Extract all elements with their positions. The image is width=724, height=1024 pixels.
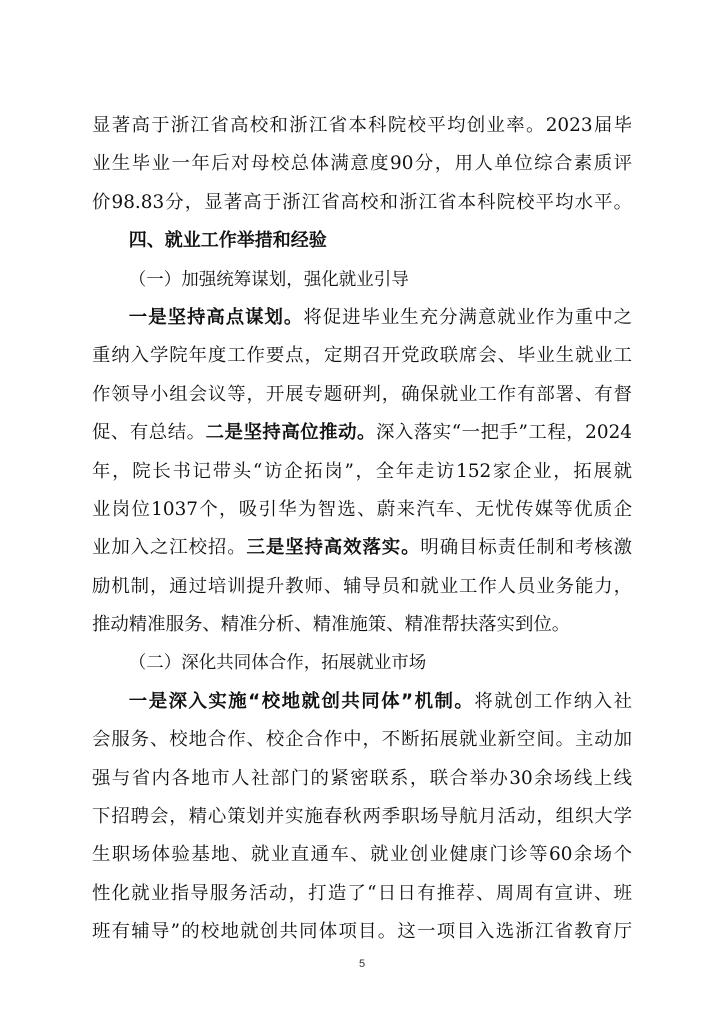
bold-lead: 三是坚持高效落实。	[246, 537, 421, 559]
page-number: 5	[358, 958, 366, 970]
text-line: 价98.83分，显著高于浙江省高校和浙江省本科院校平均水平。	[92, 191, 632, 213]
text-run: 深入落实“一把手”工程，2024	[375, 422, 632, 444]
text-run: 将促进毕业生充分满意就业作为重中之	[303, 306, 632, 328]
paragraph-line: 业岗位1037个，吸引华为智选、蔚来汽车、无忧传媒等优质企	[92, 498, 632, 520]
paragraph-line: 生职场体验基地、就业直通车、就业创业健康门诊等60余场个	[92, 844, 632, 866]
paragraph-line: 班有辅导”的校地就创共同体项目。这一项目入选浙江省教育厅	[92, 921, 632, 943]
text-line: 显著高于浙江省高校和浙江省本科院校平均创业率。2023届毕	[92, 115, 632, 136]
subsection-heading: （一）加强统筹谋划，强化就业引导	[128, 269, 409, 290]
bold-lead: 一是深入实施“校地就创共同体”机制。	[128, 690, 475, 712]
document-body	[92, 107, 632, 952]
text-run: 业加入之江校招。	[92, 537, 247, 559]
paragraph-line	[92, 299, 632, 337]
subsection-heading: （二）深化共同体合作，拓展就业市场	[128, 653, 427, 674]
text-run: 将就创工作纳入社	[474, 690, 632, 712]
paragraph-line: 重纳入学院年度工作要点，定期召开党政联席会、毕业生就业工	[92, 345, 632, 367]
bold-lead: 二是坚持高位推动。	[205, 422, 376, 444]
text-run: 明确目标责任制和考核激	[420, 537, 632, 559]
paragraph-line	[92, 683, 632, 721]
paragraph-line: 推动精准服务、精准分析、精准施策、精准帮扶落实到位。	[92, 614, 571, 636]
paragraph-line: 强与省内各地市人社部门的紧密联系，联合举办30余场线上线	[92, 767, 632, 789]
paragraph-line: 会服务、校地合作、校企合作中，不断拓展就业新空间。主动加	[92, 729, 632, 751]
paragraph-line	[92, 529, 632, 567]
paragraph-line: 性化就业指导服务活动，打造了“日日有推荐、周周有宣讲、班	[92, 882, 632, 904]
bold-lead: 一是坚持高点谋划。	[128, 306, 304, 328]
text-line: 业生毕业一年后对母校总体满意度90分，用人单位综合素质评	[92, 153, 632, 175]
paragraph-line: 励机制，通过培训提升教师、辅导员和就业工作人员业务能力，	[92, 575, 632, 597]
paragraph-line: 年，院长书记带头“访企拓岗”，全年走访152家企业，拓展就	[92, 460, 632, 482]
paragraph-line	[92, 414, 632, 452]
paragraph-line: 作领导小组会议等，开展专题研判，确保就业工作有部署、有督	[92, 383, 632, 405]
paragraph-line: 下招聘会，精心策划并实施春秋两季职场导航月活动，组织大学	[92, 806, 632, 828]
text-run: 促、有总结。	[92, 422, 206, 444]
section-heading: 四、就业工作举措和经验	[128, 230, 327, 252]
